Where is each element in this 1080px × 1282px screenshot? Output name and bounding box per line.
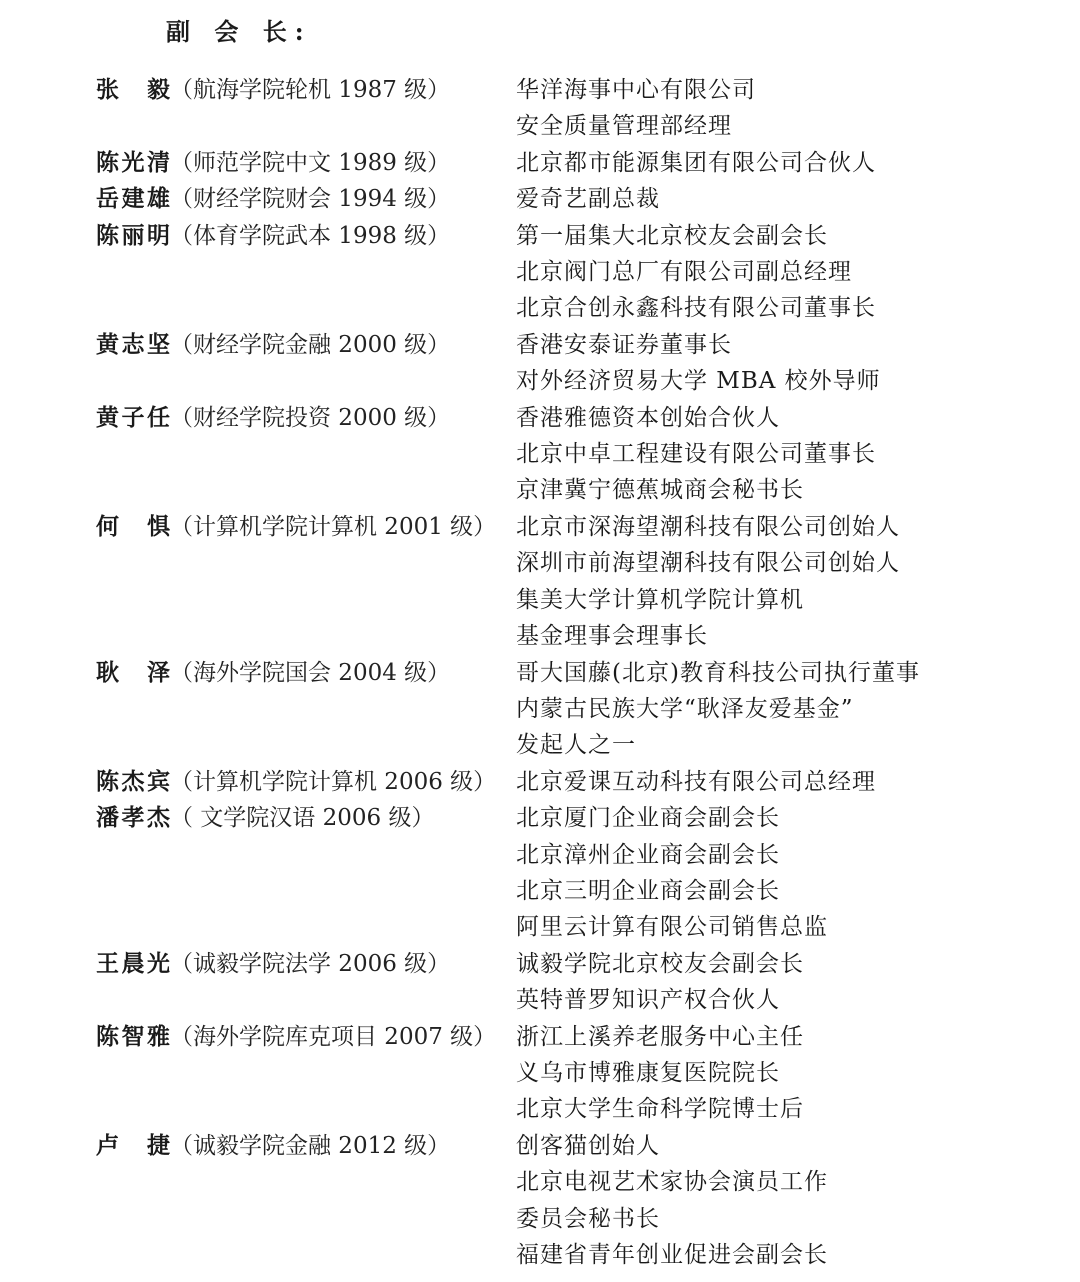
member-name: 黄志坚 bbox=[96, 330, 170, 358]
member-titles bbox=[516, 1128, 1056, 1274]
member-title: 华洋海事中心有限公司 bbox=[516, 77, 756, 103]
member-title: 发起人之一 bbox=[516, 732, 636, 759]
member-entry bbox=[96, 327, 1056, 400]
member-titles bbox=[516, 800, 1056, 946]
member-title: 北京阀门总厂有限公司副总经理 bbox=[516, 259, 852, 286]
member-identity bbox=[96, 764, 516, 800]
member-identity bbox=[96, 327, 516, 363]
member-titles bbox=[516, 218, 1056, 327]
member-title: 创客猫创始人 bbox=[516, 1132, 660, 1159]
member-title: 基金理事会理事长 bbox=[516, 623, 708, 650]
member-name: 王晨光 bbox=[96, 949, 170, 977]
member-title: 内蒙古民族大学“耿泽友爱基金” bbox=[516, 695, 854, 722]
member-titles bbox=[516, 655, 1056, 764]
member-entry bbox=[96, 1019, 1056, 1128]
member-college-class: （海外学院库克项目 2007 级） bbox=[170, 1023, 497, 1050]
member-college-class: （计算机学院计算机 2001 级） bbox=[170, 513, 497, 540]
member-entry bbox=[96, 764, 1056, 800]
member-entry bbox=[96, 181, 1056, 217]
member-identity bbox=[96, 509, 516, 545]
member-college-class: （航海学院轮机 1987 级） bbox=[170, 77, 451, 103]
member-college-class: （计算机学院计算机 2006 级） bbox=[170, 768, 497, 795]
member-entry bbox=[96, 1128, 1056, 1274]
member-identity bbox=[96, 72, 516, 108]
member-titles bbox=[516, 764, 1056, 800]
vice-president-list bbox=[96, 72, 1056, 1273]
member-entry bbox=[96, 218, 1056, 327]
member-title: 北京市深海望潮科技有限公司创始人 bbox=[516, 513, 900, 540]
member-name: 陈智雅 bbox=[96, 1022, 170, 1050]
member-identity bbox=[96, 400, 516, 436]
member-college-class: （诚毅学院金融 2012 级） bbox=[170, 1132, 451, 1159]
member-title: 委员会秘书长 bbox=[516, 1205, 660, 1232]
member-college-class: （体育学院武本 1998 级） bbox=[170, 222, 451, 249]
member-college-class: （诚毅学院法学 2006 级） bbox=[170, 950, 451, 977]
member-college-class: （财经学院投资 2000 级） bbox=[170, 404, 451, 431]
member-title: 阿里云计算有限公司销售总监 bbox=[516, 914, 828, 941]
member-name: 张 毅 bbox=[96, 76, 170, 103]
member-titles bbox=[516, 327, 1056, 400]
member-title: 香港安泰证券董事长 bbox=[516, 331, 732, 358]
section-heading: 副 会 长: bbox=[166, 17, 312, 46]
member-title: 北京厦门企业商会副会长 bbox=[516, 805, 780, 832]
member-college-class: （财经学院财会 1994 级） bbox=[170, 186, 451, 213]
member-title: 爱奇艺副总裁 bbox=[516, 186, 660, 213]
member-titles bbox=[516, 181, 1056, 217]
member-title: 对外经济贸易大学 MBA 校外导师 bbox=[516, 368, 881, 395]
member-titles bbox=[516, 145, 1056, 181]
member-titles bbox=[516, 946, 1056, 1019]
member-identity bbox=[96, 1128, 516, 1164]
member-identity bbox=[96, 655, 516, 691]
member-name: 陈杰宾 bbox=[96, 767, 170, 795]
member-identity bbox=[96, 1019, 516, 1055]
member-name: 潘孝杰 bbox=[96, 804, 170, 832]
member-name: 何 惧 bbox=[96, 512, 170, 540]
member-identity bbox=[96, 145, 516, 181]
member-title: 安全质量管理部经理 bbox=[516, 113, 732, 140]
member-title: 浙江上溪养老服务中心主任 bbox=[516, 1023, 804, 1050]
member-title: 北京爱课互动科技有限公司总经理 bbox=[516, 768, 876, 795]
member-title: 英特普罗知识产权合伙人 bbox=[516, 987, 780, 1014]
member-entry bbox=[96, 509, 1056, 655]
member-titles bbox=[516, 1019, 1056, 1128]
member-entry bbox=[96, 655, 1056, 764]
member-title: 北京中卓工程建设有限公司董事长 bbox=[516, 441, 876, 468]
member-identity bbox=[96, 800, 516, 836]
member-entry bbox=[96, 145, 1056, 181]
member-titles bbox=[516, 509, 1056, 655]
member-identity bbox=[96, 218, 516, 254]
member-title: 第一届集大北京校友会副会长 bbox=[516, 222, 828, 249]
member-title: 福建省青年创业促进会副会长 bbox=[516, 1242, 828, 1268]
member-title: 深圳市前海望潮科技有限公司创始人 bbox=[516, 550, 900, 577]
member-college-class: （财经学院金融 2000 级） bbox=[170, 331, 451, 358]
member-title: 集美大学计算机学院计算机 bbox=[516, 586, 804, 613]
member-title: 哥大国藤(北京)教育科技公司执行董事 bbox=[516, 659, 920, 686]
member-title: 北京三明企业商会副会长 bbox=[516, 877, 780, 904]
member-identity bbox=[96, 181, 516, 217]
member-entry bbox=[96, 400, 1056, 509]
member-titles bbox=[516, 72, 1056, 145]
member-name: 陈光清 bbox=[96, 148, 170, 176]
member-entry bbox=[96, 800, 1056, 946]
member-name: 岳建雄 bbox=[96, 185, 170, 213]
member-title: 北京电视艺术家协会演员工作 bbox=[516, 1169, 828, 1196]
member-name: 卢 捷 bbox=[96, 1131, 170, 1159]
member-name: 耿 泽 bbox=[96, 658, 170, 686]
member-identity bbox=[96, 946, 516, 982]
member-title: 北京漳州企业商会副会长 bbox=[516, 841, 780, 868]
member-title: 京津冀宁德蕉城商会秘书长 bbox=[516, 477, 804, 504]
member-title: 香港雅德资本创始合伙人 bbox=[516, 404, 780, 431]
member-title: 北京都市能源集团有限公司合伙人 bbox=[516, 149, 876, 176]
member-entry bbox=[96, 946, 1056, 1019]
member-title: 北京大学生命科学院博士后 bbox=[516, 1096, 804, 1123]
member-titles bbox=[516, 400, 1056, 509]
member-entry bbox=[96, 72, 1056, 145]
member-name: 陈丽明 bbox=[96, 221, 170, 249]
member-title: 诚毅学院北京校友会副会长 bbox=[516, 950, 804, 977]
member-title: 北京合创永鑫科技有限公司董事长 bbox=[516, 295, 876, 322]
member-name: 黄子任 bbox=[96, 403, 170, 431]
member-college-class: （ 文学院汉语 2006 级） bbox=[170, 805, 435, 832]
member-college-class: （海外学院国会 2004 级） bbox=[170, 659, 451, 686]
member-college-class: （师范学院中文 1989 级） bbox=[170, 149, 451, 176]
member-title: 义乌市博雅康复医院院长 bbox=[516, 1059, 780, 1086]
